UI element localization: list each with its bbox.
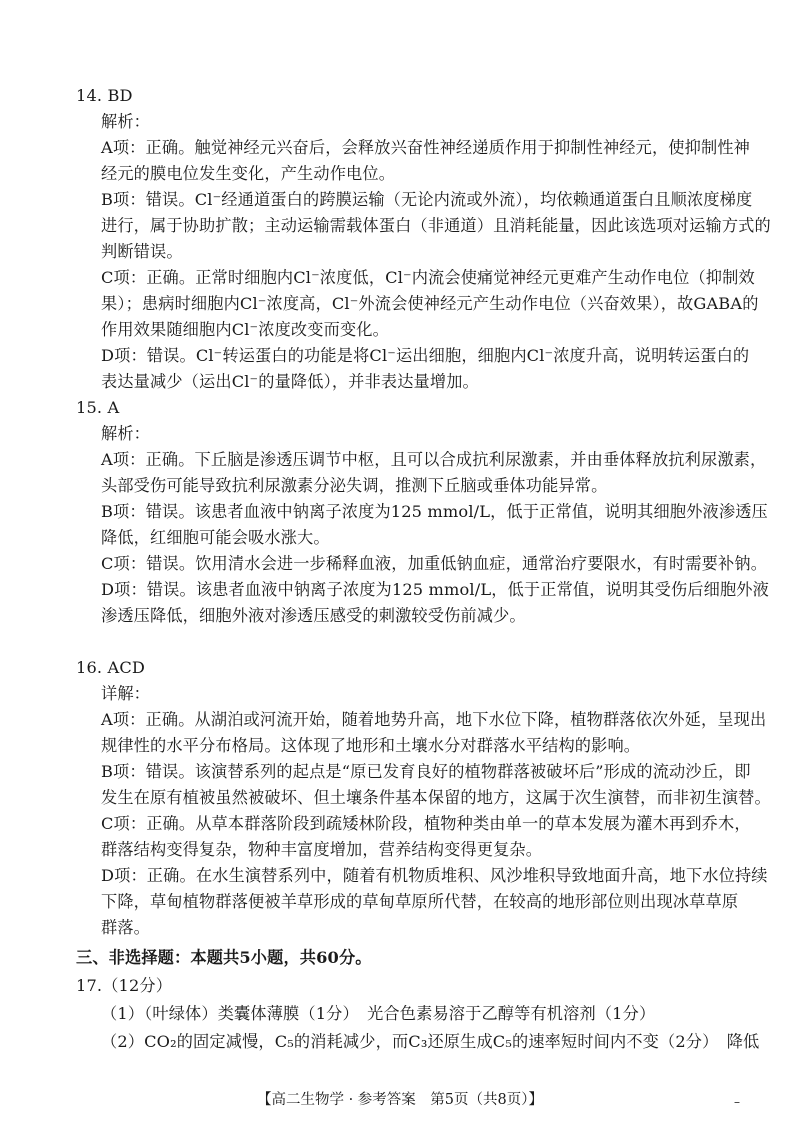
text-line: A项：正确。触觉神经元兴奋后，会释放兴奋性神经递质作用于抑制性神经元，使抑制性神 — [101, 138, 750, 157]
text-line: 下降，草甸植物群落便被羊草形成的草甸草原所代替，在较高的地形部位则出现冰草草原 — [101, 892, 739, 911]
text-line: C项：正确。正常时细胞内Cl⁻浓度低，Cl⁻内流会使痛觉神经元更难产生动作电位（抑制效 — [101, 268, 755, 287]
text-line: 渗透压降低，细胞外液对渗透压感受的刺激较受伤前减少。 — [101, 606, 526, 625]
answer-line: （1）（叶绿体）类囊体薄膜（1分） 光合色素易溶于乙醇等有机溶剂（1分） — [101, 1004, 656, 1023]
text-line: 群落结构变得复杂，物种丰富度增加，营养结构变得更复杂。 — [101, 840, 543, 859]
text-line: 表达量减少（运出Cl⁻的量降低），并非表达量增加。 — [101, 372, 479, 391]
text-line: A项：正确。从湖泊或河流开始，随着地势升高，地下水位下降，植物群落依次外延，呈现出 — [101, 710, 767, 729]
text-line: 果）；患病时细胞内Cl⁻浓度高，Cl⁻外流会使神经元产生动作电位（兴奋效果），故GABA的 — [101, 294, 759, 313]
text-line: 经元的膜电位发生变化，产生动作电位。 — [101, 164, 396, 183]
question-16-number: 16. ACD — [76, 658, 145, 677]
text-line: 规律性的水平分布格局。这体现了地形和土壤水分对群落水平结构的影响。 — [101, 736, 641, 755]
text-line: 群落。 — [101, 918, 151, 937]
analysis-label: 解析： — [101, 112, 151, 131]
text-line: A项：正确。下丘脑是渗透压调节中枢，且可以合成抗利尿激素，并由垂体释放抗利尿激素， — [101, 450, 767, 469]
question-15-number: 15. A — [76, 398, 120, 417]
text-line: D项：错误。Cl⁻转运蛋白的功能是将Cl⁻运出细胞，细胞内Cl⁻浓度升高，说明转运蛋白的 — [101, 346, 750, 365]
answer-line: （2）CO₂的固定减慢，C₅的消耗减少，而C₃还原生成C₅的速率短时间内不变（2分） 降低 — [101, 1032, 760, 1051]
question-14-number: 14. BD — [76, 86, 133, 105]
text-line: 头部受伤可能导致抗利尿激素分泌失调，推测下丘脑或垂体功能异常。 — [101, 476, 608, 495]
text-line: C项：正确。从草本群落阶段到疏矮林阶段，植物种类由单一的草本发展为灌木再到乔木， — [101, 814, 751, 833]
text-line: 降低，红细胞可能会吸水涨大。 — [101, 528, 330, 547]
text-line: C项：错误。饮用清水会进一步稀释血液，加重低钠血症，通常治疗要限水，有时需要补钠。 — [101, 554, 768, 573]
question-17-number: 17.（12分） — [76, 976, 173, 995]
section-heading: 三、非选择题：本题共5小题，共60分。 — [76, 948, 372, 967]
text-line: D项：正确。在水生演替系列中，随着有机物质堆积、风沙堆积导致地面升高，地下水位持续 — [101, 866, 768, 885]
text-line: 作用效果随细胞内Cl⁻浓度改变而变化。 — [101, 320, 389, 339]
text-line: 发生在原有植被虽然被破坏、但土壤条件基本保留的地方，这属于次生演替，而非初生演替。 — [101, 788, 771, 807]
text-line: B项：错误。Cl⁻经通道蛋白的跨膜运输（无论内流或外流），均依赖通道蛋白且顺浓度梯度 — [101, 190, 753, 209]
text-line: 进行，属于协助扩散；主动运输需载体蛋白（非通道）且消耗能量，因此该选项对运输方式的 — [101, 216, 771, 235]
text-line: D项：错误。该患者血液中钠离子浓度为125 mmol/L，低于正常值，说明其受伤后细胞外液 — [101, 580, 769, 599]
text-line: B项：错误。该患者血液中钠离子浓度为125 mmol/L，低于正常值，说明其细胞外液渗透压 — [101, 502, 768, 521]
text-line: B项：错误。该演替系列的起点是“原已发育良好的植物群落被破坏后”形成的流动沙丘，即 — [101, 762, 751, 781]
analysis-label: 解析： — [101, 424, 151, 443]
explanation-label: 详解： — [101, 684, 151, 703]
page-footer: 【高二生物学 · 参考答案 第5页（共8页）】 — [256, 1092, 544, 1108]
footer-mark: – — [734, 1095, 740, 1109]
text-line: 判断错误。 — [101, 242, 183, 261]
